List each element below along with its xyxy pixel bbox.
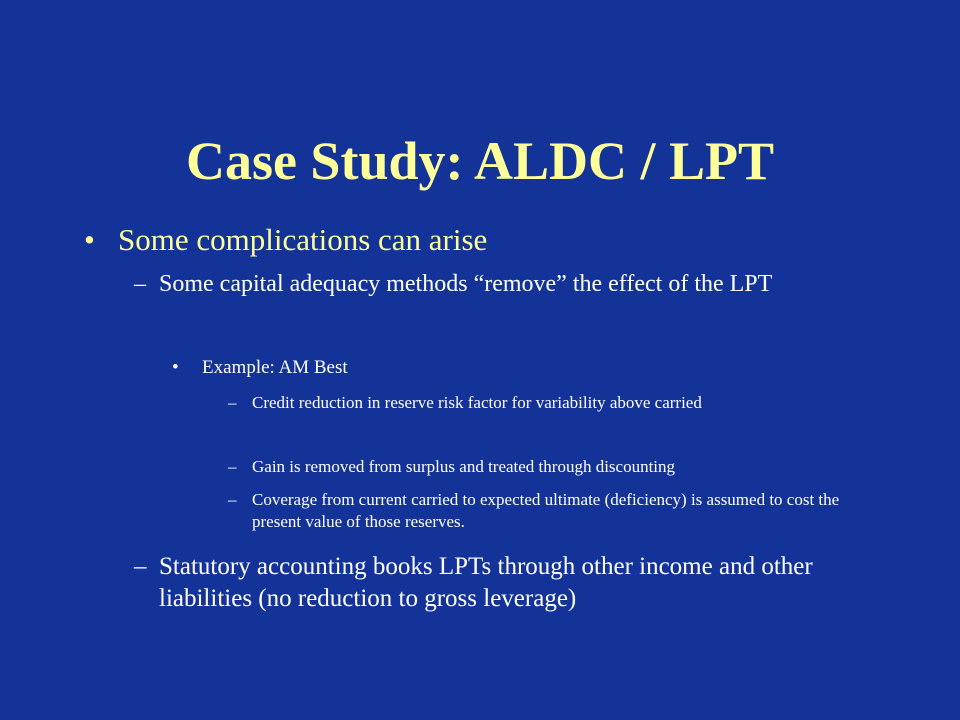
dash-marker: – <box>134 271 146 297</box>
dash-marker: – <box>228 393 237 412</box>
bullet-text: Some complications can arise <box>118 222 488 257</box>
bullet-marker: • <box>84 222 95 257</box>
detail-gain-removed <box>222 456 872 478</box>
dash-marker: – <box>228 490 237 509</box>
dash-marker: – <box>134 553 147 580</box>
detail-text: Gain is removed from surplus and treated through discounting <box>252 457 676 476</box>
bullet-marker: • <box>172 357 179 378</box>
slide-title: Case Study: ALDC / LPT <box>185 131 775 192</box>
dash-marker: – <box>228 457 237 476</box>
example-text: Example: AM Best <box>202 357 348 378</box>
sub-bullet-capital-adequacy <box>126 269 846 300</box>
detail-text: Credit reduction in reserve risk factor for variability above carried <box>252 393 702 412</box>
sub-bullet-text: Statutory accounting books LPTs through other income and other liabilities (no reduction to gross leverage) <box>159 553 813 612</box>
detail-credit-reduction <box>222 392 872 414</box>
example-bullet <box>172 356 348 380</box>
sub-bullet-text: Some capital adequacy methods “remove” the effect of the LPT <box>159 271 773 297</box>
bullet-complications <box>84 220 487 260</box>
detail-coverage <box>222 489 872 533</box>
sub-bullet-statutory-accounting <box>126 551 856 615</box>
detail-text: Coverage from current carried to expected ultimate (deficiency) is assumed to cost the present value of those reserves. <box>252 490 840 531</box>
